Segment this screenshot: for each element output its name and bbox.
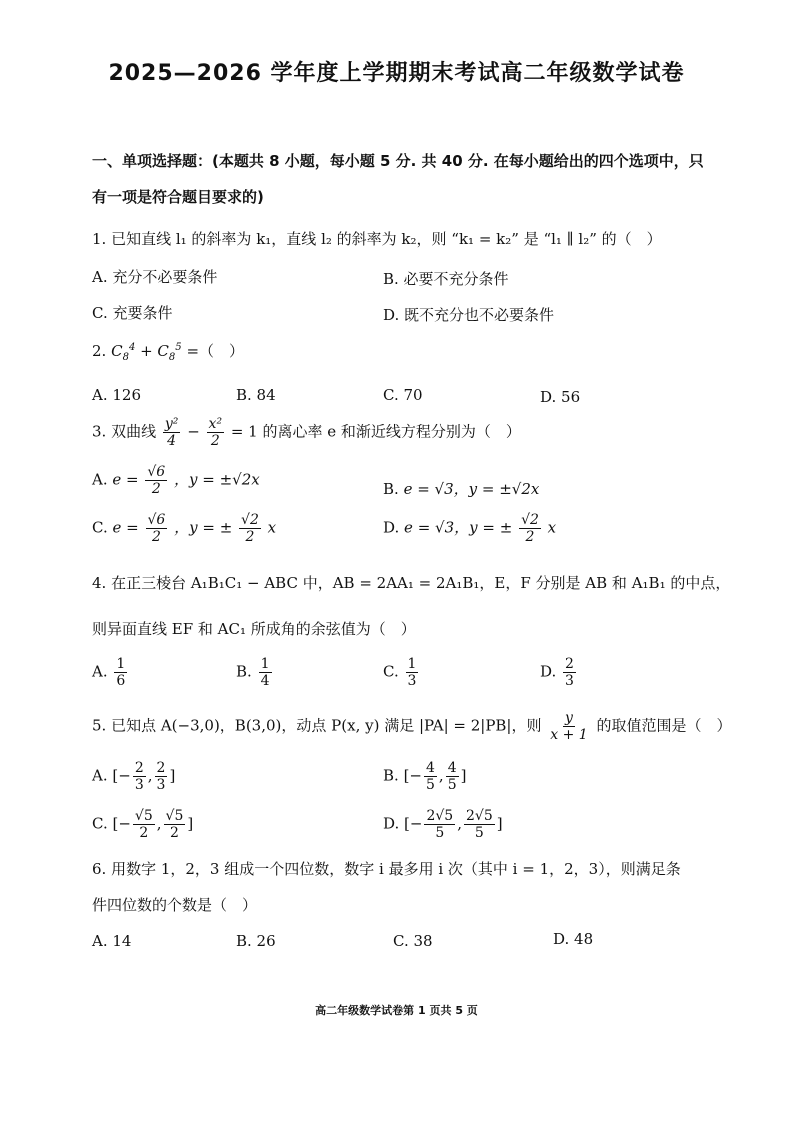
q5-option-a: A. [− $\frac{2}{3}$ , $\frac{2}{3}$ ] (92, 760, 176, 794)
q5-option-c: C. [− $\frac{√5}{2}$ , $\frac{√5}{2}$ ] (92, 808, 194, 842)
q4-stem-line1: 4. 在正三棱台 A₁B₁C₁ − ABC 中，AB = 2AA₁ = 2A₁B₁，E，F 分别是 AB 和 A₁B₁ 的中点， (92, 574, 731, 592)
q1-option-c: C. 充要条件 (92, 304, 173, 322)
q3-option-d: D. e = √3，y = ± $\frac{√2}{2}$ x (383, 512, 557, 546)
q1-stem: 1. 已知直线 l₁ 的斜率为 k₁，直线 l₂ 的斜率为 k₂，则 “k₁ = k₂” 是 “l₁ ∥ l₂” 的（ ） (92, 230, 662, 248)
q2-stem (92, 340, 244, 363)
q4-option-b: B. $\frac{1}{4}$ (236, 656, 270, 690)
section-heading-line1: 一、单项选择题：(本题共 8 小题，每小题 5 分. 共 40 分. 在每小题给出的四个选项中，只 (92, 152, 704, 170)
q5-frac: $\frac{y}{x + 1}$ (550, 710, 588, 744)
q2-option-d: D. 56 (540, 388, 581, 406)
section-heading-line2: 有一项是符合题目要求的) (92, 188, 264, 206)
q5-option-d: D. [− $\frac{2√5}{5}$ , $\frac{2√5}{5}$ ] (383, 808, 503, 842)
q4-option-c: C. $\frac{1}{3}$ (383, 656, 417, 690)
q2-option-c: C. 70 (383, 386, 423, 404)
q3-frac-x: $\frac{\text{x²}}{2}$ (208, 416, 223, 450)
q2-expression: $C_8^4 + C_8^5$ (111, 342, 182, 363)
q6-option-d: D. 48 (553, 930, 594, 948)
q3-frac-y: $\frac{\text{y²}}{4}$ (164, 416, 179, 450)
q6-stem-line1: 6. 用数字 1，2，3 组成一个四位数，数字 i 最多用 i 次（其中 i = 1，2，3），则满足条 (92, 860, 681, 878)
q4-option-d: D. $\frac{2}{3}$ (540, 656, 574, 690)
q2-option-b: B. 84 (236, 386, 276, 404)
exam-title: 2025—2026 学年度上学期期末考试高二年级数学试卷 (108, 61, 685, 86)
q1-option-d: D. 既不充分也不必要条件 (383, 306, 555, 324)
q4-option-a: A. $\frac{1}{6}$ (92, 656, 126, 690)
q3-option-b: B. e = √3，y = ±√2x (383, 480, 540, 498)
q3-suffix: = 1 的离心率 e 和渐近线方程分别为（ ） (230, 422, 521, 441)
q3-prefix: 3. 双曲线 (92, 422, 157, 441)
page-footer: 高二年级数学试卷第 1 页共 5 页 (315, 1004, 478, 1017)
q2-suffix: =（ ） (186, 342, 245, 360)
q2-option-a: A. 126 (92, 386, 141, 404)
q4-stem-line2: 则异面直线 EF 和 AC₁ 所成角的余弦值为（ ） (92, 620, 416, 638)
q3-stem: 3. 双曲线 $\frac{\text{y²}}{4}$ − $\frac{\text{x²}}{2}$ = 1 的离心率 e 和渐近线方程分别为（ ） (92, 416, 521, 450)
q6-option-b: B. 26 (236, 932, 276, 950)
q6-option-c: C. 38 (393, 932, 433, 950)
q2-prefix: 2. (92, 342, 107, 360)
q1-option-b: B. 必要不充分条件 (383, 270, 509, 288)
q1-option-a: A. 充分不必要条件 (92, 268, 218, 286)
q3-option-a: A. e = $\frac{√6}{2}$ ，y = ±√2x (92, 464, 260, 498)
q5-option-b: B. [− $\frac{4}{5}$ , $\frac{4}{5}$ ] (383, 760, 467, 794)
q6-option-a: A. 14 (92, 932, 132, 950)
q3-option-c: C. e = $\frac{√6}{2}$ ，y = ± $\frac{√2}{2}$ x (92, 512, 277, 546)
q6-stem-line2: 件四位数的个数是（ ） (92, 896, 258, 914)
q5-stem: 5. 已知点 A(−3,0)，B(3,0)，动点 P(x, y) 满足 |PA| = 2|PB|，则 $\frac{y}{x + 1}$ 的取值范围是（ ） (92, 710, 732, 744)
